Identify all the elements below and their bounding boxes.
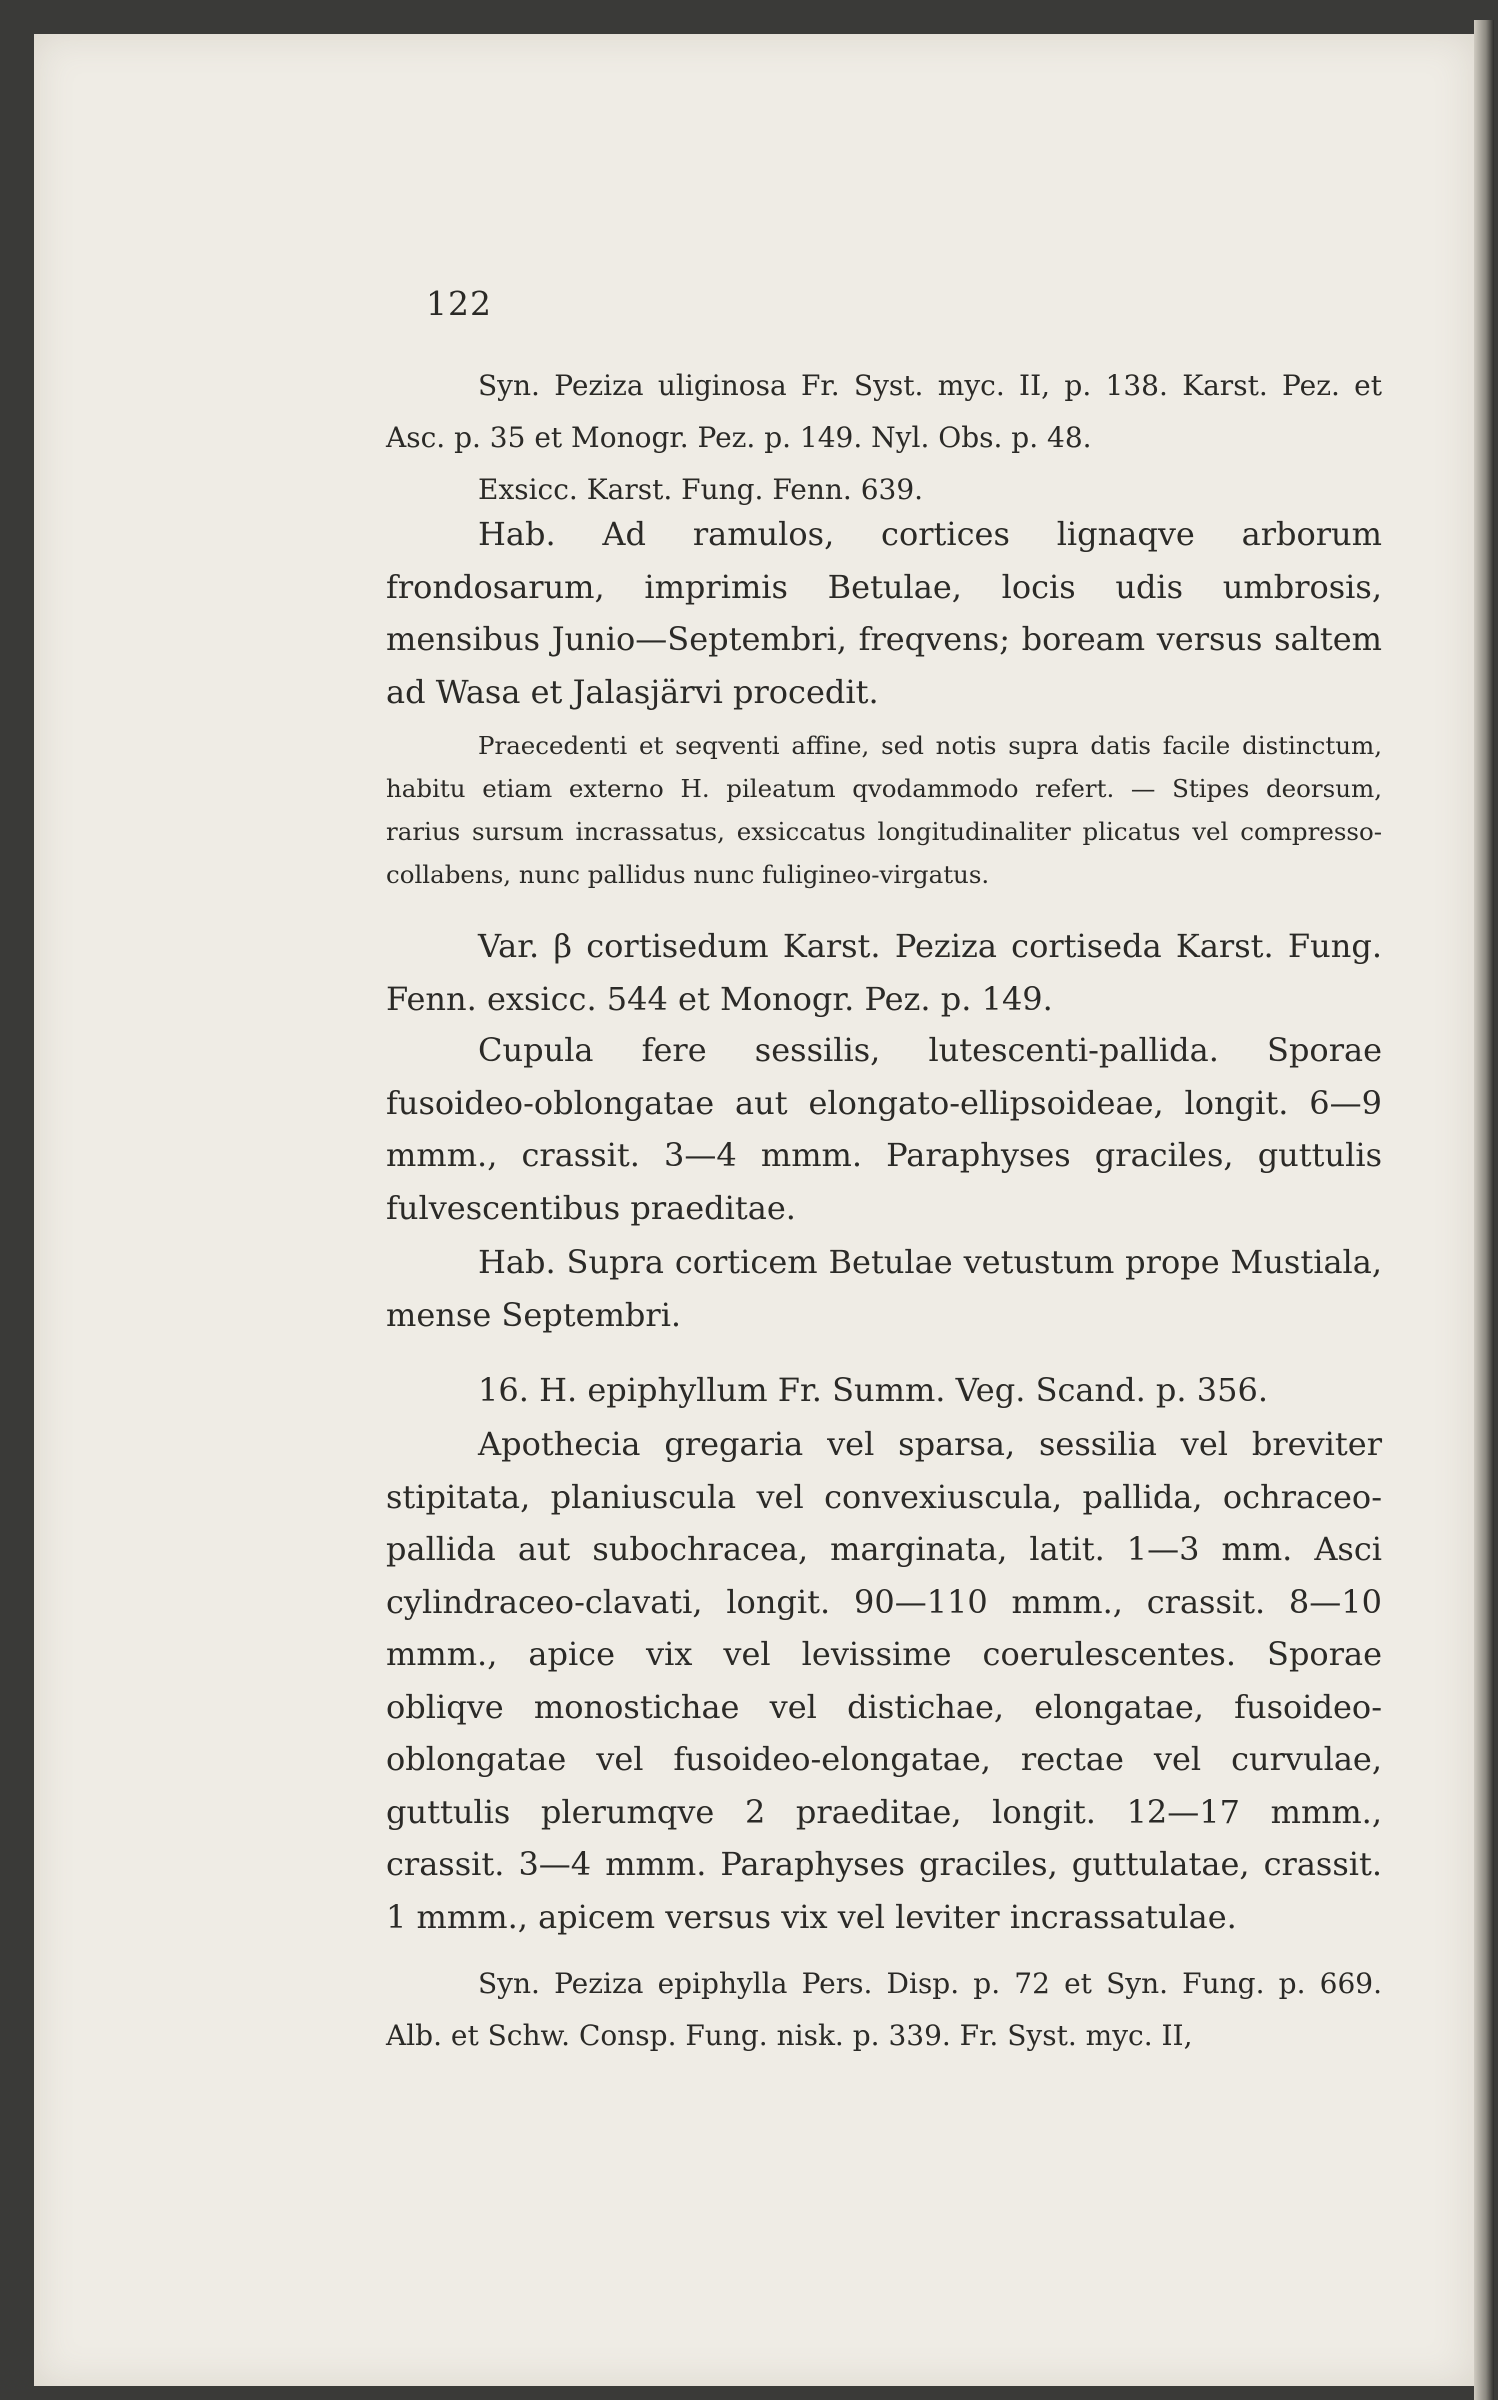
apothecia-description: Apothecia gregaria vel sparsa, sessilia vel breviter stipitata, planiuscula vel convexiuscula, pallida, ochraceo-pallida aut subochracea, marginata, latit. 1—3 mm. Asci cylindraceo-clavati, longit. 90—110 mmm., crassit. 8—10 mmm., apice vix vel levissime coerulescentes. Sporae obliqve monostichae vel distichae, elongatae, fusoideo-oblongatae vel fusoideo-elongatae, rectae vel curvulae, guttulis plerumqve 2 praeditae, longit. 12—17 mmm., crassit. 3—4 mmm. Paraphyses graciles, guttulatae, crassit. 1 mmm., apicem versus vix vel leviter incrassatulae.	[386, 1425, 1382, 1936]
page-number: 122	[426, 284, 492, 323]
remark-paragraph: Praecedenti et seqventi affine, sed notis supra datis facile distinctum, habitu etiam externo H. pileatum qvodammodo refert. — Stipes deorsum, rarius sursum incrassatus, exsiccatus longitudinaliter plicatus vel compresso-collabens, nunc pallidus nunc fuligineo-virgatus.	[386, 731, 1382, 889]
variety-cortisedum: Var. β cortisedum Karst. Peziza cortiseda Karst. Fung. Fenn. exsicc. 544 et Monogr. Pez. p. 149.	[386, 927, 1382, 1018]
page-edge	[1474, 20, 1494, 2400]
synonymy-peziza-uliginosa: Syn. Peziza uliginosa Fr. Syst. myc. II, p. 138. Karst. Pez. et Asc. p. 35 et Monogr. Pez. p. 149. Nyl. Obs. p. 48.	[386, 369, 1382, 454]
habitat-paragraph: Hab. Ad ramulos, cortices lignaqve arborum frondosarum, imprimis Betulae, locis udis umbrosis, mensibus Junio—Septembri, freqvens; boream versus saltem ad Wasa et Jalasjärvi procedit.	[386, 515, 1382, 711]
book-page	[34, 34, 1474, 2386]
species-heading-16: 16. H. epiphyllum Fr. Summ. Veg. Scand. p. 356.	[478, 1371, 1268, 1409]
cupula-description: Cupula fere sessilis, lutescenti-pallida. Sporae fusoideo-oblongatae aut elongato-ellipsoideae, longit. 6—9 mmm., crassit. 3—4 mmm. Paraphyses graciles, guttulis fulvescentibus praeditae.	[386, 1031, 1382, 1227]
exsiccatae: Exsicc. Karst. Fung. Fenn. 639.	[478, 473, 924, 506]
synonymy-peziza-epiphylla: Syn. Peziza epiphylla Pers. Disp. p. 72 et Syn. Fung. p. 669. Alb. et Schw. Consp. Fung. nisk. p. 339. Fr. Syst. myc. II,	[386, 1967, 1382, 2052]
habitat-variety: Hab. Supra corticem Betulae vetustum prope Mustiala, mense Septembri.	[386, 1243, 1382, 1334]
